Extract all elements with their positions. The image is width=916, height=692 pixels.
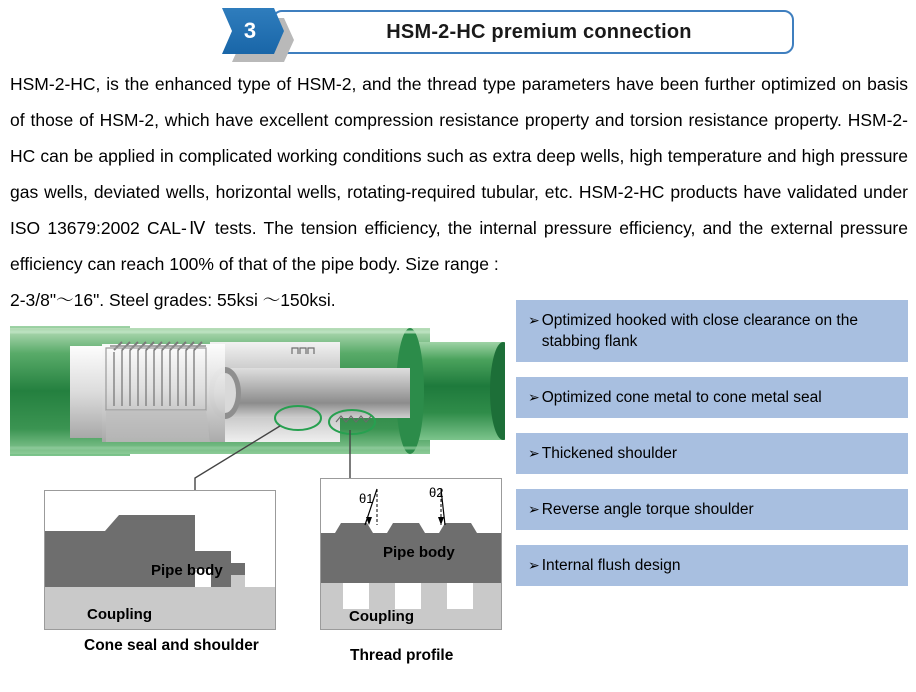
feature-item-1-label: Optimized hooked with close clearance on the stabbing flank — [541, 312, 858, 350]
feature-list — [516, 300, 908, 601]
feature-item-1 — [516, 300, 908, 362]
figure-caption-thread-profile: Thread profile — [350, 647, 454, 664]
svg-text:Coupling: Coupling — [87, 606, 152, 623]
section-number-label: 3 — [243, 18, 257, 43]
connection-cutaway-illustration — [10, 300, 505, 480]
feature-item-5 — [516, 545, 908, 586]
figure-caption-cone-seal: Cone seal and shoulder — [84, 637, 259, 654]
feature-item-3 — [516, 433, 908, 474]
feature-item-2-label: Optimized cone metal to cone metal seal — [541, 389, 822, 406]
arrow-bullet-icon: ➢ — [528, 557, 540, 573]
figure-thread-profile — [320, 478, 502, 630]
arrow-bullet-icon: ➢ — [528, 389, 540, 405]
thread-profile-svg — [321, 479, 501, 629]
svg-text:θ1: θ1 — [359, 491, 374, 506]
body-paragraph-main: HSM-2-HC, is the enhanced type of HSM-2, and the thread type parameters have been further optimized on basis of those of HSM-2, which have excellent compression resistance property and torsion resistance property. HSM-2-HC can be applied in complicated working conditions such as extra deep wells, high temperature and high pressure gas wells, deviated wells, horizontal wells, rotating-required tubular, etc. HSM-2-HC products have validated under ISO 13679:2002 CAL-Ⅳ tests. The tension efficiency, the internal pressure efficiency, and the external pressure efficiency can reach 100% of that of the pipe body. Size range : — [10, 74, 908, 274]
illustration-area — [10, 300, 505, 685]
arrow-bullet-icon: ➢ — [528, 445, 540, 461]
feature-item-5-label: Internal flush design — [541, 557, 681, 574]
feature-item-3-label: Thickened shoulder — [541, 445, 678, 462]
body-paragraph-last-line: 2-3/8"〜16". Steel grades: 55ksi 〜150ksi. — [10, 290, 336, 310]
svg-text:Pipe body: Pipe body — [383, 544, 455, 561]
feature-item-2 — [516, 377, 908, 418]
feature-item-4 — [516, 489, 908, 530]
figure-cone-seal — [44, 490, 276, 630]
svg-text:θ2: θ2 — [429, 485, 444, 500]
feature-item-4-label: Reverse angle torque shoulder — [541, 501, 754, 518]
cone-seal-svg — [45, 491, 275, 629]
arrow-bullet-icon: ➢ — [528, 312, 540, 328]
body-paragraph — [10, 66, 908, 318]
arrow-bullet-icon: ➢ — [528, 501, 540, 517]
svg-text:Coupling: Coupling — [349, 608, 414, 625]
svg-text:Pipe body: Pipe body — [151, 562, 223, 579]
page-title: HSM-2-HC premium connection — [386, 21, 692, 43]
callout-leader-lines — [10, 300, 505, 500]
slide-header — [214, 8, 794, 58]
